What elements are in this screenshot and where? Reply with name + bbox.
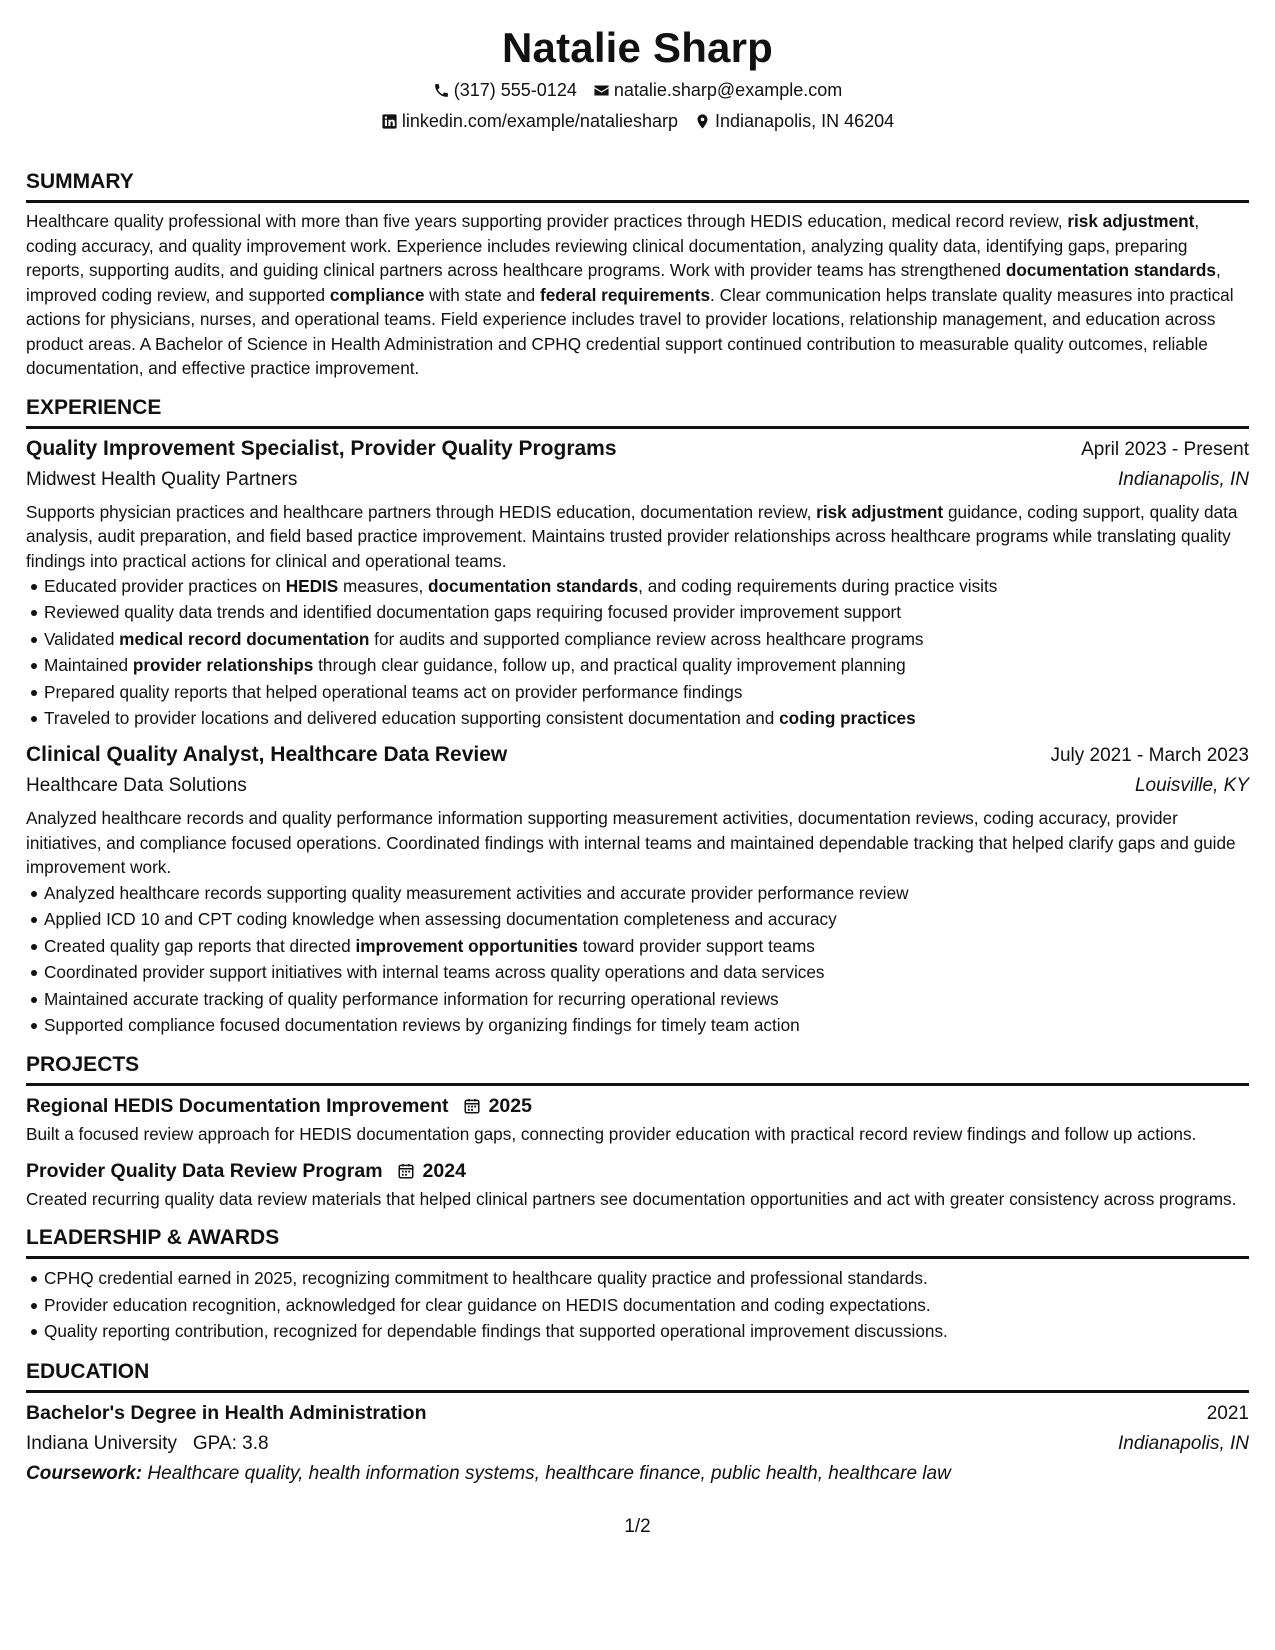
emphasis-text: federal requirements [540,284,711,305]
job-bullet: Applied ICD 10 and CPT coding knowledge when assessing documentation completeness and accuracy [44,906,1249,932]
emphasis-text: risk adjustment [1067,211,1195,231]
job-bullet: Reviewed quality data trends and identified documentation gaps requiring focused provider improvement support [44,599,1249,625]
project-name: Provider Quality Data Review Program [26,1159,383,1182]
resume-page [26,0,1249,1488]
job-date: July 2021 - March 2023 [1050,745,1249,767]
emphasis-text: medical record documentation [119,628,370,649]
job-company: Healthcare Data Solutions [26,775,247,797]
job-bullet: Maintained accurate tracking of quality performance information for recurring operational reviews [44,986,1249,1012]
job-bullet: Validated medical record documentation for audits and supported compliance review across healthcare programs [44,626,1249,652]
summary-text: Healthcare quality professional with more than five years supporting provider practices through HEDIS education, medical record review, risk adjustment, coding accuracy, and quality improvement work. Experience includes reviewing clinical documentation, analyzing quality data, identifying gaps, preparing reports, supporting audits, and guiding clinical partners across healthcare programs. Work with provider teams has strengthened documentation standards, improved coding review, and supported compliance with state and federal requirements. Clear communication helps translate quality measures into practical actions for physicians, nurses, and operational teams. Field experience includes travel to provider locations, relationship management, and education across product areas. A Bachelor of Science in Health Administration and CPHQ credential support continued contribution to measurable quality outcomes, reliable documentation, and effective practice improvement. [26,211,1234,378]
school-name: Indiana University [26,1432,178,1454]
leadership-item: Quality reporting contribution, recognized for dependable findings that supported operational improvement discussions. [44,1318,1249,1344]
job-date: April 2023 - Present [1081,438,1249,460]
section-title-projects: PROJECTS [26,1052,1249,1086]
coursework [26,1460,1249,1488]
contact-email[interactable] [593,78,842,102]
job-location: Louisville, KY [1134,775,1249,797]
emphasis-text: risk adjustment [816,501,944,522]
job-summary: Analyzed healthcare records and quality performance information supporting measurement activities, documentation reviews, coding accuracy, provider initiatives, and compliance focused operations. Coordinated findings with internal teams and maintained dependable tracking that helped clarify gaps and guide improvement work. [26,808,1236,878]
emphasis-text: documentation standards [1005,260,1216,280]
page-number: 1/2 [624,1516,651,1537]
leadership-item: CPHQ credential earned in 2025, recognizing commitment to healthcare quality practice and professional standards. [44,1265,1249,1291]
job-bullet: Analyzed healthcare records supporting quality measurement activities and accurate provider performance review [44,880,1249,906]
leadership-section [26,1225,1249,1344]
project-description: Created recurring quality data review materials that helped clinical partners see documentation opportunities and act with greater consistency across programs. [26,1188,1237,1209]
graduation-year: 2021 [1206,1402,1249,1424]
leadership-list [26,1265,1249,1344]
experience-section [26,395,1249,1039]
coursework-text: Healthcare quality, health information systems, healthcare finance, public health, healthcare law [147,1462,951,1484]
contact-location [694,109,894,133]
degree-title: Bachelor's Degree in Health Administration [26,1401,427,1424]
project-year: 2024 [422,1159,466,1182]
project-year: 2025 [488,1095,532,1118]
project-entry-2 [26,1157,1249,1212]
job-bullet: Maintained provider relationships through clear guidance, follow up, and practical quality improvement planning [44,652,1249,678]
projects-section [26,1052,1249,1211]
job-title: Quality Improvement Specialist, Provider Quality Programs [26,436,617,460]
education-section [26,1359,1249,1488]
job-title: Clinical Quality Analyst, Healthcare Data Review [26,743,508,767]
job-bullet-list [26,573,1249,731]
contact-row-1 [26,78,1249,102]
job-bullet-list [26,880,1249,1038]
phone-icon [433,82,450,99]
section-title-experience: EXPERIENCE [26,395,1249,429]
coursework-label: Coursework: [26,1462,143,1484]
project-description: Built a focused review approach for HEDIS documentation gaps, connecting provider education with practical record review findings and follow up actions. [26,1124,1197,1145]
school-line [26,1430,269,1458]
map-pin-icon [694,113,711,130]
emphasis-text: improvement opportunities [355,935,578,956]
project-entry-1 [26,1092,1249,1147]
section-title-summary: SUMMARY [26,169,1249,203]
job-bullet: Coordinated provider support initiatives with internal teams across quality operations and data services [44,959,1249,985]
candidate-name: Natalie Sharp [501,24,774,71]
calendar-icon [397,1162,415,1180]
contact-phone [433,78,577,102]
job-entry-2 [26,741,1249,1038]
job-company: Midwest Health Quality Partners [26,468,298,490]
emphasis-text: coding practices [779,708,916,729]
job-bullet: Traveled to provider locations and delivered education supporting consistent documentation and coding practices [44,705,1249,731]
school-location: Indianapolis, IN [1118,1432,1249,1454]
summary-section [26,169,1249,381]
job-bullet: Supported compliance focused documentation reviews by organizing findings for timely team action [44,1012,1249,1038]
phone-text: (317) 555-0124 [453,80,577,100]
job-entry-1 [26,435,1249,732]
section-title-leadership: LEADERSHIP & AWARDS [26,1225,1249,1259]
job-summary: Supports physician practices and healthcare partners through HEDIS education, documentation review, risk adjustment guidance, coding support, quality data analysis, audit preparation, and field based practice improvement. Maintains trusted provider relationships across healthcare programs while translating quality findings into practical actions for clinical and operational teams. [26,501,1238,571]
contact-linkedin[interactable] [381,109,678,133]
calendar-icon [463,1097,481,1115]
emphasis-text: documentation standards [428,576,639,596]
job-bullet: Educated provider practices on HEDIS measures, documentation standards, and coding requirements during practice visits [44,573,1249,599]
leadership-item: Provider education recognition, acknowledged for clear guidance on HEDIS documentation and coding expectations. [44,1292,1249,1318]
job-bullet: Prepared quality reports that helped operational teams act on provider performance findings [44,679,1249,705]
email-text[interactable]: natalie.sharp@example.com [613,80,843,100]
job-location: Indianapolis, IN [1118,468,1249,490]
emphasis-text: compliance [329,284,425,305]
linkedin-text[interactable]: linkedin.com/example/nataliesharp [401,111,678,131]
project-name: Regional HEDIS Documentation Improvement [26,1095,449,1118]
emphasis-text: provider relationships [132,655,314,676]
section-title-education: EDUCATION [26,1359,1249,1393]
emphasis-text: HEDIS [285,576,339,596]
linkedin-icon [381,113,398,130]
contact-row-2 [26,109,1249,133]
job-bullet: Created quality gap reports that directed improvement opportunities toward provider support teams [44,933,1249,959]
envelope-icon [593,82,610,99]
location-text: Indianapolis, IN 46204 [715,111,895,131]
gpa: GPA: 3.8 [192,1432,269,1454]
